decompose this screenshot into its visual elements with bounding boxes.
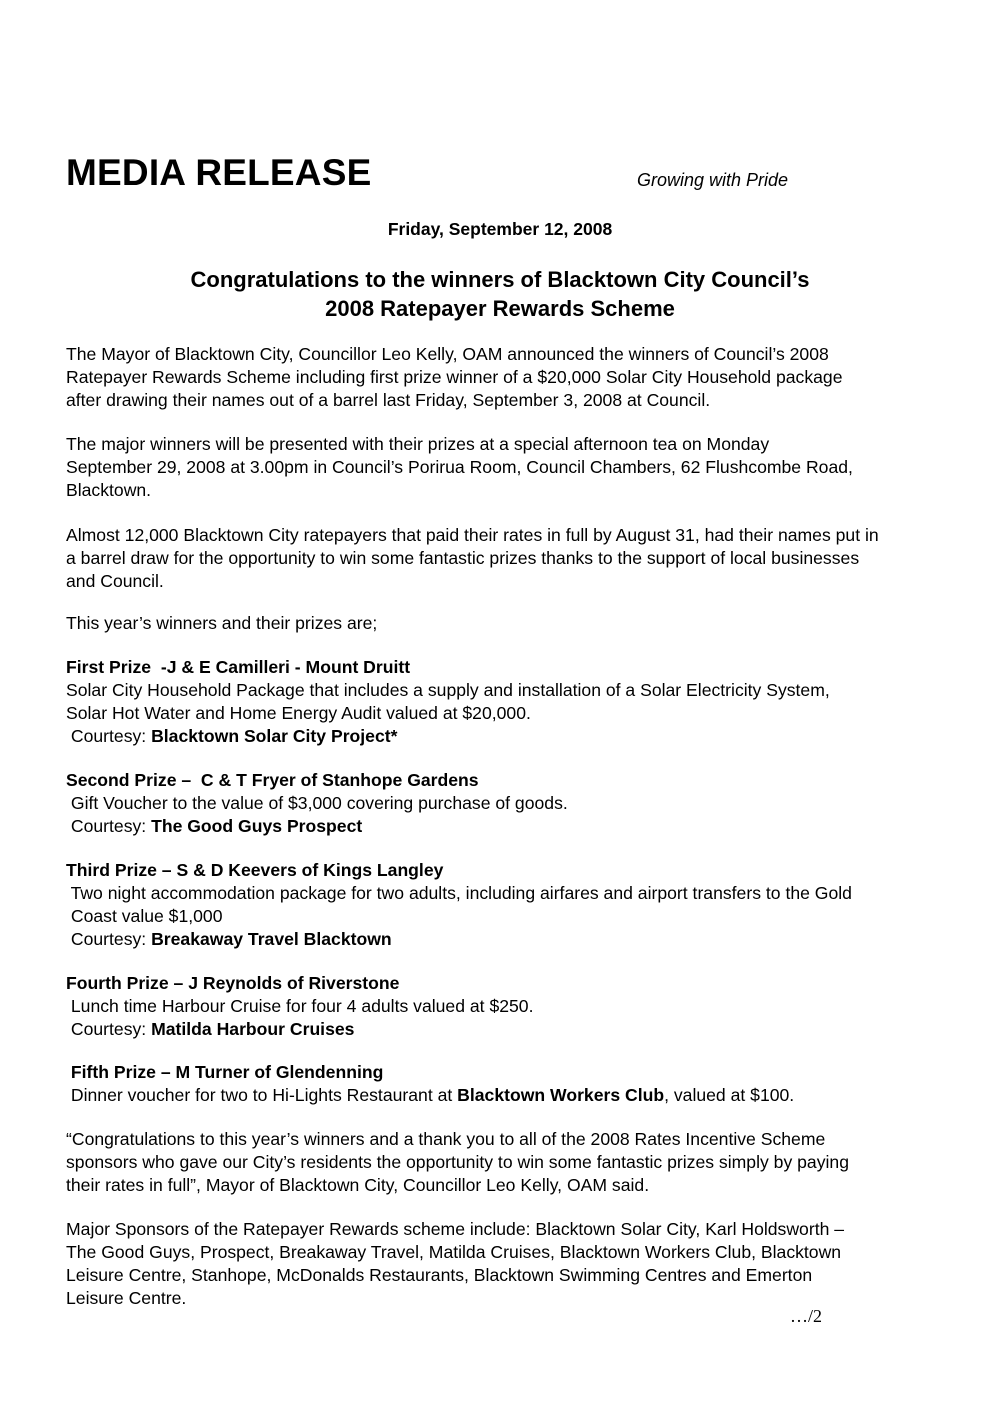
text-line: Major Sponsors of the Ratepayer Rewards scheme include: Blacktown Solar City, Karl Holdsworth – [66, 1219, 845, 1239]
text-line: their rates in full”, Mayor of Blacktown City, Councillor Leo Kelly, OAM said. [66, 1175, 650, 1195]
bold-text: Fifth Prize – M Turner of Glendenning [66, 1062, 384, 1082]
text-line: Leisure Centre. [66, 1288, 187, 1308]
text-segment: Dinner voucher for two to Hi-Lights Restaurant at [66, 1085, 458, 1105]
bold-text: The Good Guys Prospect [151, 816, 363, 836]
text-line [66, 815, 568, 838]
text-line: Lunch time Harbour Cruise for four 4 adults valued at $250. [66, 996, 534, 1016]
text-segment: Courtesy: [66, 726, 152, 746]
bold-text: Breakaway Travel Blacktown [151, 929, 392, 949]
document-title: MEDIA RELEASE [66, 152, 372, 193]
page-continuation: …/2 [790, 1306, 823, 1326]
paragraph-quote [66, 1128, 849, 1197]
text-line: a barrel draw for the opportunity to win some fantastic prizes thanks to the support of local businesses [66, 548, 860, 568]
paragraph-third-prize [66, 859, 852, 951]
text-line: Leisure Centre, Stanhope, McDonalds Restaurants, Blacktown Swimming Centres and Emerton [66, 1265, 813, 1285]
text-line: This year’s winners and their prizes are; [66, 613, 378, 633]
release-date: Friday, September 12, 2008 [387, 219, 613, 239]
paragraph-fourth-prize [66, 972, 533, 1041]
text-line [66, 1084, 794, 1107]
headline-line-2: 2008 Ratepayer Rewards Scheme [325, 296, 675, 321]
text-line [66, 725, 830, 748]
headline-line-1: Congratulations to the winners of Blacktown City Council’s [190, 267, 810, 292]
text-line [66, 1018, 533, 1041]
paragraph-intro [66, 343, 843, 412]
text-line: and Council. [66, 571, 164, 591]
paragraph-second-prize [66, 769, 568, 838]
text-line: Blacktown. [66, 480, 152, 500]
text-segment: Courtesy: [66, 1019, 152, 1039]
paragraph-winners-intro [66, 612, 377, 635]
text-line: The Good Guys, Prospect, Breakaway Travel, Matilda Cruises, Blacktown Workers Club, Blacktown [66, 1242, 842, 1262]
paragraph-sponsors [66, 1218, 844, 1310]
bold-text: Fourth Prize – J Reynolds of Riverstone [66, 973, 400, 993]
text-segment: , valued at $100. [664, 1085, 795, 1105]
text-line: The Mayor of Blacktown City, Councillor Leo Kelly, OAM announced the winners of Council’s 2008 [66, 344, 829, 364]
paragraph-first-prize [66, 656, 830, 748]
bold-text: Blacktown Workers Club [457, 1085, 665, 1105]
text-line: The major winners will be presented with their prizes at a special afternoon tea on Monday [66, 434, 770, 454]
paragraph-presentation [66, 433, 853, 502]
text-segment: Courtesy: [66, 816, 152, 836]
text-line: Two night accommodation package for two adults, including airfares and airport transfers to the Gold [66, 883, 852, 903]
bold-text: Matilda Harbour Cruises [151, 1019, 355, 1039]
bold-text: Third Prize – S & D Keevers of Kings Langley [66, 860, 444, 880]
bold-text: Second Prize – C & T Fryer of Stanhope Gardens [66, 770, 479, 790]
text-line: Coast value $1,000 [66, 906, 223, 926]
text-line [66, 928, 852, 951]
bold-text: Blacktown Solar City Project* [151, 726, 398, 746]
text-line: Almost 12,000 Blacktown City ratepayers that paid their rates in full by August 31, had their names put in [66, 525, 879, 545]
text-line: sponsors who gave our City’s residents the opportunity to win some fantastic prizes simply by paying [66, 1152, 849, 1172]
text-line [66, 972, 533, 995]
paragraph-fifth-prize [66, 1061, 794, 1107]
text-line [66, 1061, 794, 1084]
tagline: Growing with Pride [637, 170, 789, 190]
text-line: “Congratulations to this year’s winners and a thank you to all of the 2008 Rates Incentive Scheme [66, 1129, 826, 1149]
text-line [66, 859, 852, 882]
text-line: Gift Voucher to the value of $3,000 covering purchase of goods. [66, 793, 568, 813]
text-line [66, 769, 568, 792]
text-line: Solar Hot Water and Home Energy Audit valued at $20,000. [66, 703, 531, 723]
text-line [66, 656, 830, 679]
text-line: after drawing their names out of a barrel last Friday, September 3, 2008 at Council. [66, 390, 711, 410]
text-segment: Courtesy: [66, 929, 152, 949]
text-line: Ratepayer Rewards Scheme including first prize winner of a $20,000 Solar City Household package [66, 367, 843, 387]
paragraph-draw [66, 524, 879, 593]
text-line: Solar City Household Package that includes a supply and installation of a Solar Electricity System, [66, 680, 830, 700]
bold-text: First Prize -J & E Camilleri - Mount Druitt [66, 657, 411, 677]
text-line: September 29, 2008 at 3.00pm in Council’s Porirua Room, Council Chambers, 62 Flushcombe Road, [66, 457, 853, 477]
